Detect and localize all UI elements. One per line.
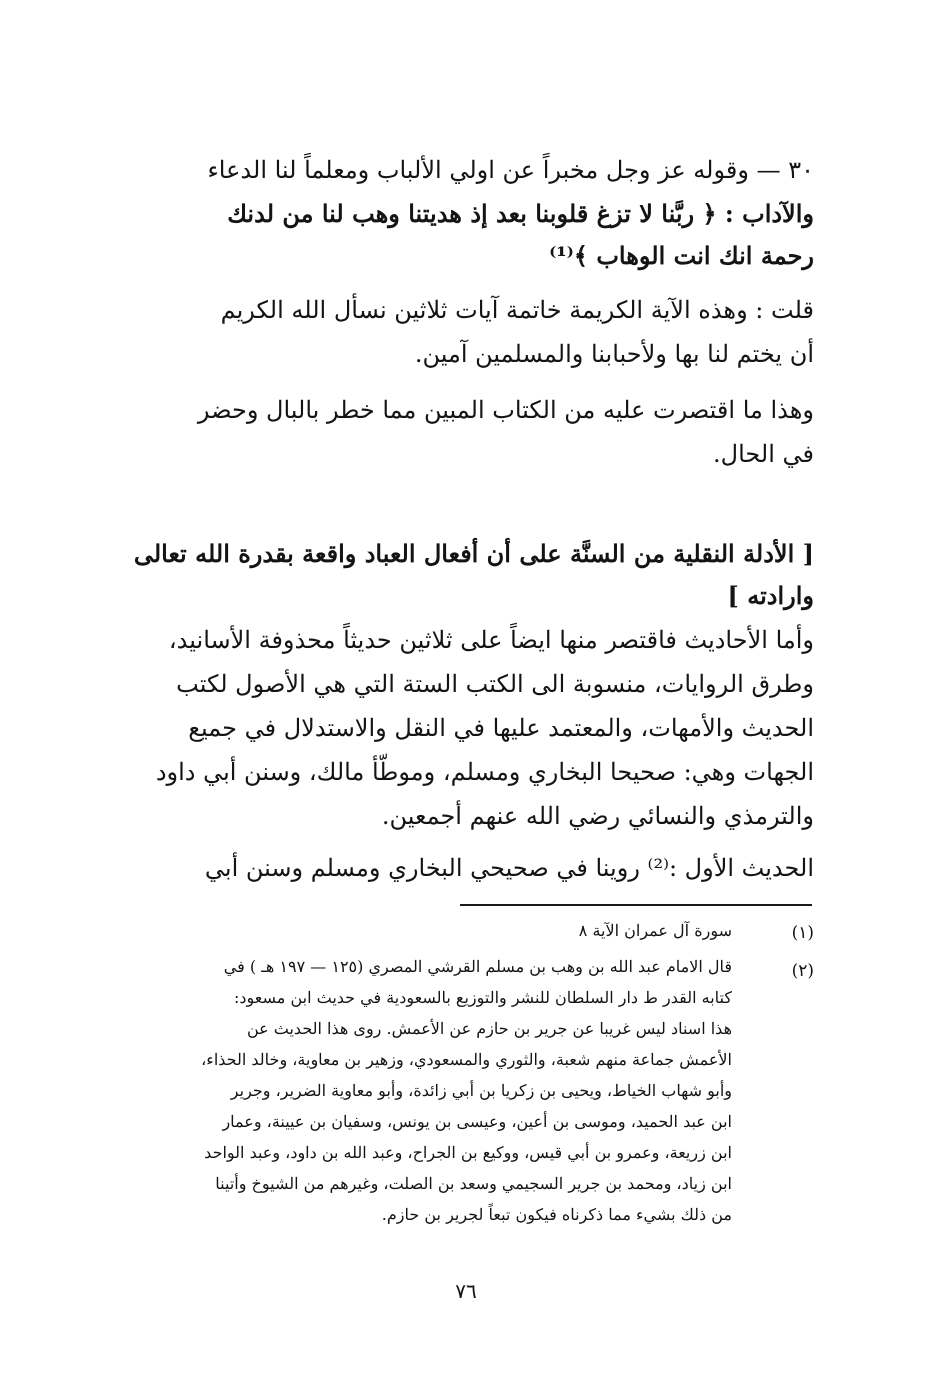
- footnote-line: ابن زياد، ومحمد بن جرير السجيمي وسعد بن الصلت، وغيرهم من الشيوخ وأتينا: [215, 1174, 732, 1193]
- text-line: وهذا ما اقتصرت عليه من الكتاب المبين مما خطر بالبال وحضر: [197, 396, 814, 424]
- footnote-line: كتابه القدر ط دار السلطان للنشر والتوزيع بالسعودية في حديث ابن مسعود:: [234, 988, 732, 1007]
- footnote-line: ابن عبد الحميد، وموسى بن أعين، وعيسى بن يونس، وسفيان بن عيينة، وعمار: [222, 1112, 732, 1131]
- text-line: وأما الأحاديث فاقتصر منها ايضاً على ثلاثين حديثاً محذوفة الأسانيد،: [168, 626, 814, 654]
- footnote-separator: [460, 904, 812, 906]
- quran-verse-line: رحمة انك انت الوهاب ﴾⁽¹⁾: [549, 241, 814, 270]
- text-line: ٣٠ — وقوله عز وجل مخبراً عن اولي الألباب ومعلماً لنا الدعاء: [207, 156, 814, 184]
- page-number: ٧٦: [455, 1279, 477, 1303]
- section-heading: وارادته ]: [727, 581, 814, 610]
- footnote-number: (١): [791, 923, 814, 943]
- footnote-number: (٢): [791, 961, 814, 981]
- text-line: والترمذي والنسائي رضي الله عنهم أجمعين.: [381, 802, 814, 830]
- text-line: الحديث والأمهات، والمعتمد عليها في النقل والاستدلال في جميع: [188, 714, 814, 742]
- text-line: في الحال.: [713, 440, 814, 468]
- text-line: وطرق الروايات، منسوبة الى الكتب الستة التي هي الأصول لكتب: [176, 670, 814, 698]
- footnote-line: هذا اسناد ليس غريبا عن جرير بن حازم عن الأعمش. روى هذا الحديث عن: [246, 1019, 732, 1038]
- text-line: الحديث الأول :⁽²⁾ روينا في صحيحي البخاري ومسلم وسنن أبي: [204, 854, 814, 882]
- footnote-text: سورة آل عمران الآية ٨: [578, 921, 732, 940]
- footnote-line: الأعمش جماعة منهم شعبة، والثوري والمسعودي، وزهير بن معاوية، وخالد الحذاء،: [201, 1050, 732, 1069]
- section-heading: [ الأدلة النقلية من السنَّة على أن أفعال العباد واقعة بقدرة الله تعالى: [133, 539, 814, 568]
- footnote-line: من ذلك بشيء مما ذكرناه فيكون تبعاً لجرير بن حازم.: [381, 1205, 732, 1224]
- quran-verse-line: والآداب : ﴿ ربَّنا لا تزغ قلوبنا بعد إذ هديتنا وهب لنا من لدنك: [227, 199, 814, 228]
- text-line: الجهات وهي: صحيحا البخاري ومسلم، وموطّأ مالك، وسنن أبي داود: [155, 758, 814, 786]
- text-line: قلت : وهذه الآية الكريمة خاتمة آيات ثلاثين نسأل الله الكريم: [220, 296, 814, 324]
- footnote-line: وأبو شهاب الخياط، ويحيى بن زكريا بن أبي زائدة، وأبو معاوية الضرير، وجرير: [230, 1081, 732, 1100]
- footnote-line: ابن زريعة، وعمرو بن أبي قيس، ووكيع بن الجراح، وعبد الله بن داود، وعبد الواحد: [204, 1143, 732, 1162]
- footnote-line: قال الامام عبد الله بن وهب بن مسلم القرشي المصري (١٢٥ — ١٩٧ هـ ) في: [223, 957, 732, 976]
- text-line: أن يختم لنا بها ولأحبابنا والمسلمين آمين.: [414, 340, 814, 368]
